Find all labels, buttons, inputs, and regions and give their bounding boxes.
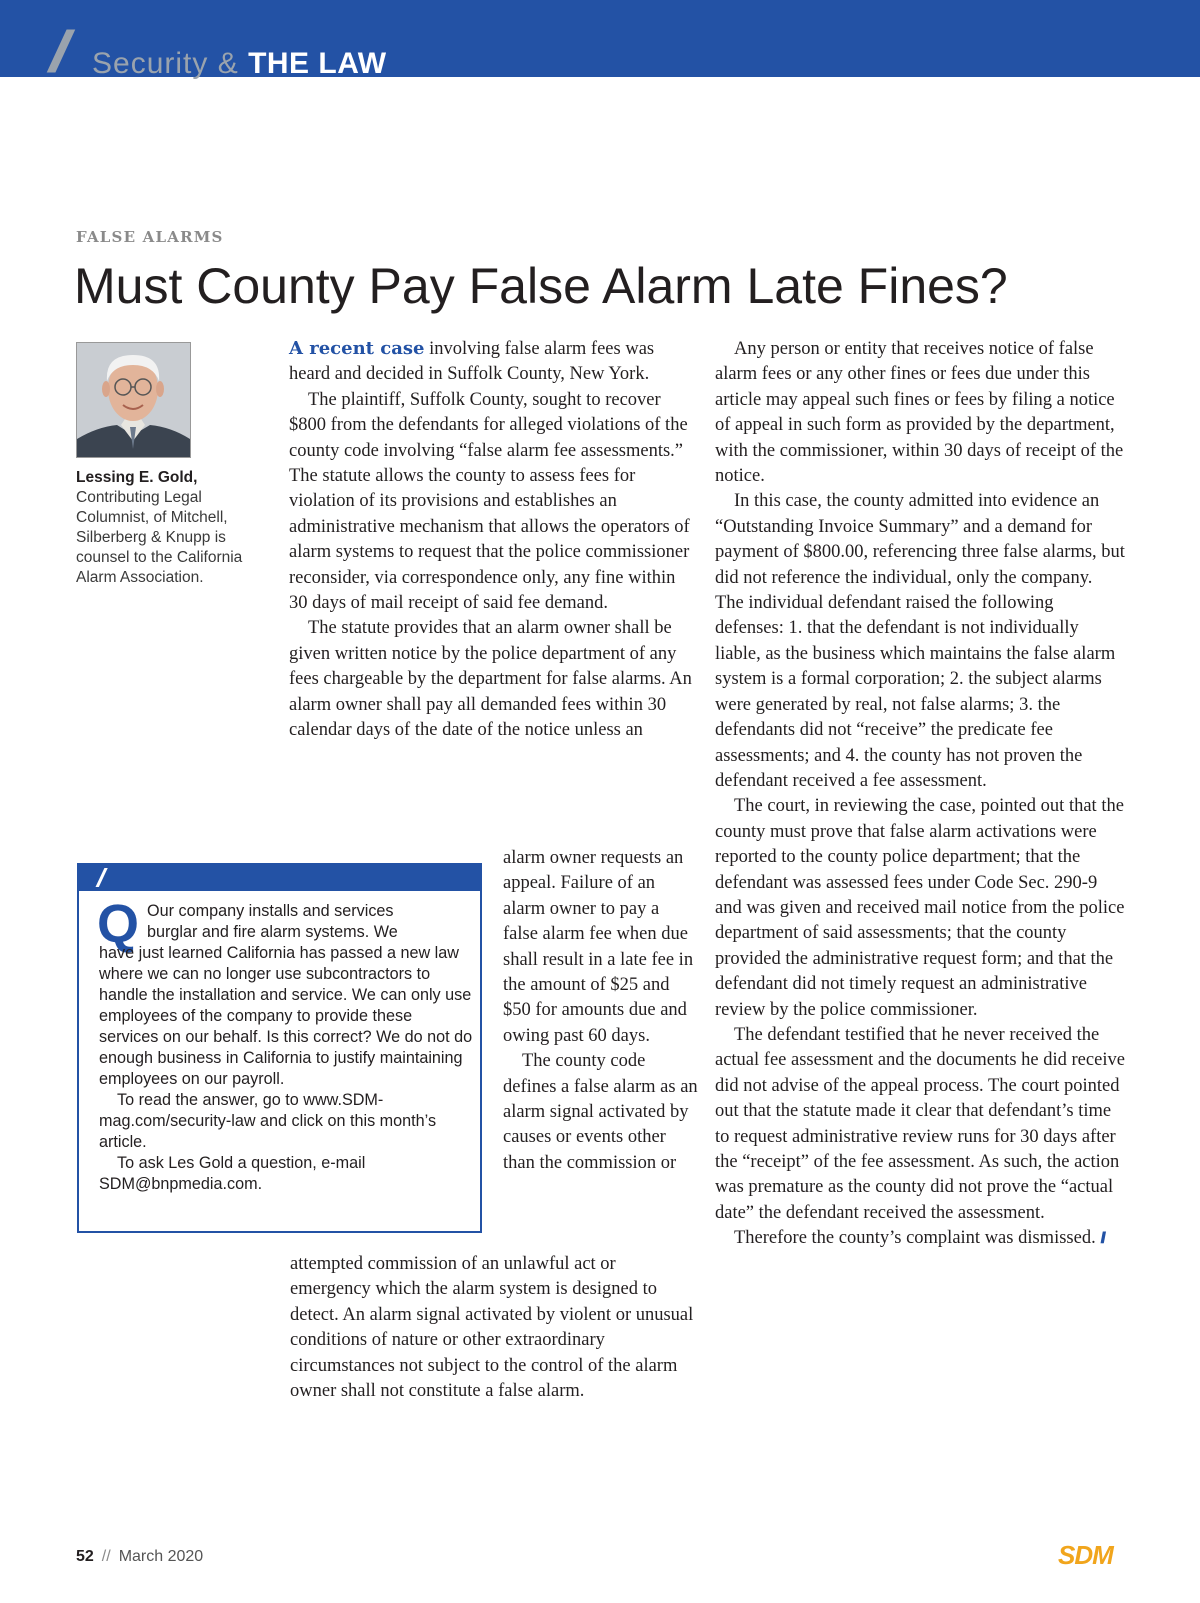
author-name: Lessing E. Gold,: [76, 469, 198, 486]
question-letter: Q: [97, 894, 140, 954]
double-slash-icon: //: [97, 863, 100, 893]
article-column-2-top: [289, 337, 694, 744]
article-paragraph: The county code defines a false alarm as an alarm signal activated by causes or events other than the commission or: [503, 1051, 698, 1173]
author-photo: [76, 342, 191, 458]
article-column-2-bottom: [290, 1252, 695, 1404]
article-column-3: [715, 337, 1125, 1252]
author-description: Contributing Legal Columnist, of Mitchell, Silberberg & Knupp is counsel to the California Alarm Association.: [76, 489, 243, 586]
article-paragraph: In this case, the county admitted into evidence an “Outstanding Invoice Summary” and a demand for payment of $800.00, referencing three false alarms, but did not reference the individual, only the company. The individual defendant raised the following defenses: 1. that the defendant is not individually liable, as the business which maintains the false alarm system is a formal corporation; 2. the subject alarms were generated by real, not false alarms; 3. the defendants did not “receive” the predicate fee assessments; and 4. the county has not proven the defendant received a fee assessment.: [715, 491, 1125, 791]
footer-separator: //: [101, 1548, 111, 1565]
section-banner: [0, 0, 1200, 85]
double-slash-icon: //: [50, 20, 59, 85]
author-portrait-illustration: [77, 343, 190, 457]
article-paragraph: Any person or entity that receives notice of false alarm fees or any other fines or fees due under this article may appeal such fines or fees by filing a notice of appeal in such form as provided by the department, with the commissioner, within 30 days of receipt of the notice.: [715, 339, 1124, 487]
ask-note: To ask Les Gold a question, e-mail SDM@bnpmedia.com.: [99, 1154, 366, 1193]
article-paragraph: alarm owner requests an appeal. Failure of an alarm owner to pay a false alarm fee when due shall result in a late fee in the amount of $25 and $50 for amounts due and owing past 60 days.: [503, 848, 694, 1046]
article-paragraph: The defendant testified that he never received the actual fee assessment and the documents he did receive did not advise of the appeal process. The court pointed out that the statute made it clear that defendant’s time to request administrative review runs for 30 days after the “receipt” of the fee assessment. As such, the action was premature as the county did not prove the “actual date” the defendant received the assessment.: [715, 1024, 1125, 1223]
section-main: THE LAW: [248, 47, 387, 80]
qa-box-header: [79, 865, 480, 891]
page-number: 52: [76, 1548, 94, 1565]
question-line-2: burglar and fire alarm systems. We: [147, 923, 398, 941]
article-paragraph: Therefore the county’s complaint was dismissed. //: [734, 1228, 1104, 1249]
article-kicker: FALSE ALARMS: [76, 228, 224, 246]
issue-date: March 2020: [118, 1548, 204, 1565]
article-paragraph: The plaintiff, Suffolk County, sought to recover $800 from the defendants for alleged violations of the county code involving “false alarm fee assessments.” The statute allows the county to assess fees for violation of its provisions and establishes an administrative mechanism that allows the operators of alarm systems to request that the police commissioner reconsider, via correspondence only, any fine within 30 days of mail receipt of said fee demand.: [289, 389, 690, 614]
question-line-1: Our company installs and services: [147, 902, 394, 920]
answer-note: To read the answer, go to www.SDM-mag.com/security-law and click on this month’s article.: [99, 1091, 437, 1151]
section-title: [92, 44, 387, 84]
article-paragraph: The statute provides that an alarm owner shall be given written notice by the police department of any fees chargeable by the department for false alarms. An alarm owner shall pay all demanded fees within 30 calendar days of the date of the notice unless an: [289, 618, 692, 741]
question-text: have just learned California has passed a new law where we can no longer use subcontractors to handle the installation and service. We can only use employees of the company to provide these services on our behalf. Is this correct? We do not do enough business in California to justify maintaining employees on our payroll.: [99, 944, 473, 1088]
article-paragraph: The court, in reviewing the case, pointed out that the county must prove that false alarm activations were reported to the county police department; that the defendant was assessed fees under Code Sec. 290-9 and was given and received mail notice from the police department of said assessments; that the county provided the administrative request form; and that the defendant did not timely request an administrative review by the police commissioner.: [715, 796, 1125, 1020]
qa-text: [97, 894, 474, 1195]
end-mark-icon: //: [1100, 1230, 1104, 1248]
author-bio: [76, 468, 251, 588]
article-column-2-middle: [503, 846, 698, 1176]
section-prefix: Security &: [92, 47, 239, 80]
article-paragraph: A recent case involving false alarm fees was heard and decided in Suffolk County, New York.: [289, 338, 655, 385]
qa-box: [77, 863, 482, 1233]
lead-in: A recent case: [289, 338, 425, 359]
page-footer: [76, 1548, 203, 1566]
sdm-logo: SDM: [1058, 1540, 1113, 1570]
article-title: Must County Pay False Alarm Late Fines?: [74, 258, 1008, 314]
article-paragraph: attempted commission of an unlawful act or emergency which the alarm system is designed to detect. An alarm signal activated by violent or unusual conditions of nature or other extraordinary circumstances not subject to the control of the alarm owner shall not constitute a false alarm.: [290, 1254, 694, 1402]
